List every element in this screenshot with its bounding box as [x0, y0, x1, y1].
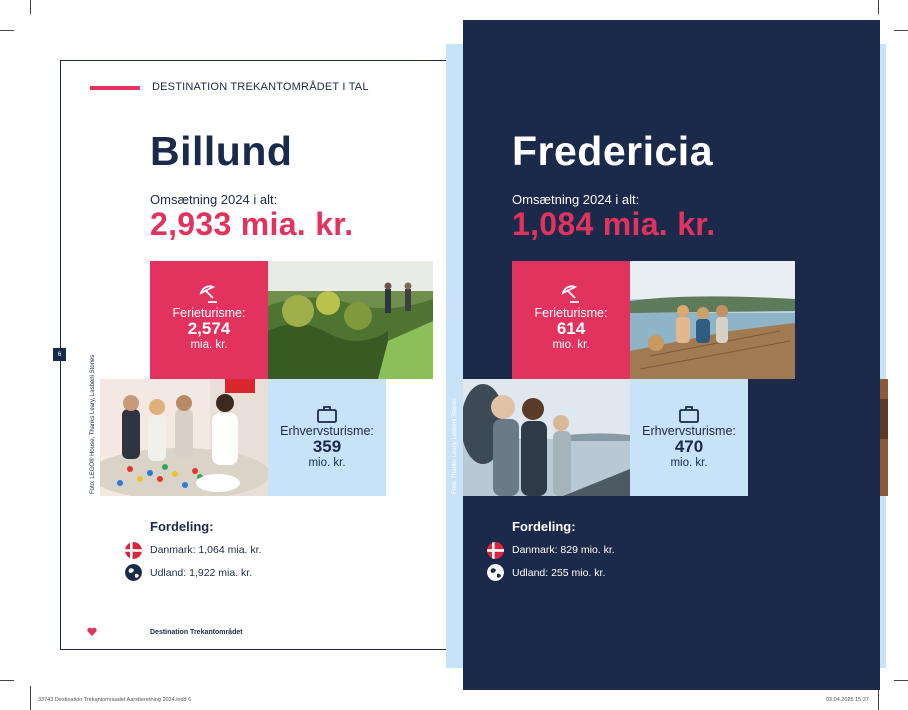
distribution-title-billund: Fordeling: [150, 519, 214, 534]
distribution-abroad-fredericia: Udland: 255 mio. kr. [512, 567, 606, 579]
beach-umbrella-icon [198, 283, 220, 305]
section-title: DESTINATION TREKANTOMRÅDET I TAL [152, 81, 369, 93]
crop-mark [0, 30, 14, 31]
photo-lego-house [100, 379, 268, 496]
leisure-value: 2,574 [187, 319, 231, 338]
leisure-value: 614 [556, 319, 586, 338]
distribution-abroad-billund: Udland: 1,922 mia. kr. [150, 567, 253, 579]
crop-mark [894, 30, 908, 31]
leisure-label: Ferieturisme: [534, 306, 608, 320]
revenue-value-fredericia: 1,084 mia. kr. [512, 206, 716, 242]
crop-mark [30, 686, 31, 710]
revenue-label-billund: Omsætning 2024 i alt: [150, 192, 278, 207]
photo-garden [268, 261, 433, 379]
business-tile-billund [268, 379, 386, 496]
footer-brand: Destination Trekantområdet [150, 629, 243, 636]
business-tile-fredericia [630, 379, 748, 496]
photo-credit-billund: Foto: LEGO® House, Thanks Leary, Lasbeni Stories [90, 354, 96, 494]
photo-people-boat [463, 379, 630, 496]
globe-icon [125, 564, 142, 581]
beach-umbrella-icon [560, 283, 582, 305]
leisure-unit: mia. kr. [190, 339, 228, 351]
briefcase-icon [316, 403, 338, 425]
crop-mark [878, 0, 879, 14]
crop-mark [894, 680, 908, 681]
leisure-tile-billund [150, 261, 268, 379]
photo-edge-crop [880, 379, 888, 496]
revenue-label-fredericia: Omsætning 2024 i alt: [512, 192, 640, 207]
business-value: 470 [674, 437, 704, 456]
briefcase-icon [678, 403, 700, 425]
city-title-billund: Billund [150, 128, 293, 174]
print-slug-left: 33743 Destination Trekantomraadet Aarsberetning 2024.indd 6 [38, 697, 192, 703]
photo-credit-fredericia: Foto: Thanks Leary, Lasbeni Stories [452, 398, 458, 494]
leisure-label: Ferieturisme: [172, 306, 246, 320]
print-slug-right: 03.04.2025 15.37 [826, 697, 869, 703]
distribution-denmark-billund: Danmark: 1,064 mia. kr. [150, 544, 262, 556]
photo-pier-children [630, 261, 795, 379]
leisure-tile-fredericia [512, 261, 630, 379]
distribution-denmark-fredericia: Danmark: 829 mio. kr. [512, 544, 615, 556]
globe-icon [487, 564, 504, 581]
denmark-flag-icon [487, 542, 504, 559]
heart-logo-icon [87, 627, 97, 636]
business-unit: mio. kr. [670, 457, 708, 469]
crop-mark [30, 0, 31, 14]
business-label: Erhvervsturisme: [642, 424, 736, 438]
page-number: 6 [53, 348, 66, 361]
city-title-fredericia: Fredericia [512, 128, 713, 174]
denmark-flag-icon [125, 542, 142, 559]
header-accent-bar [90, 86, 140, 90]
revenue-value-billund: 2,933 mia. kr. [150, 206, 354, 242]
business-unit: mio. kr. [308, 457, 346, 469]
crop-mark [0, 680, 14, 681]
distribution-title-fredericia: Fordeling: [512, 519, 576, 534]
leisure-unit: mio. kr. [552, 339, 590, 351]
business-label: Erhvervsturisme: [280, 424, 374, 438]
business-value: 359 [312, 437, 342, 456]
